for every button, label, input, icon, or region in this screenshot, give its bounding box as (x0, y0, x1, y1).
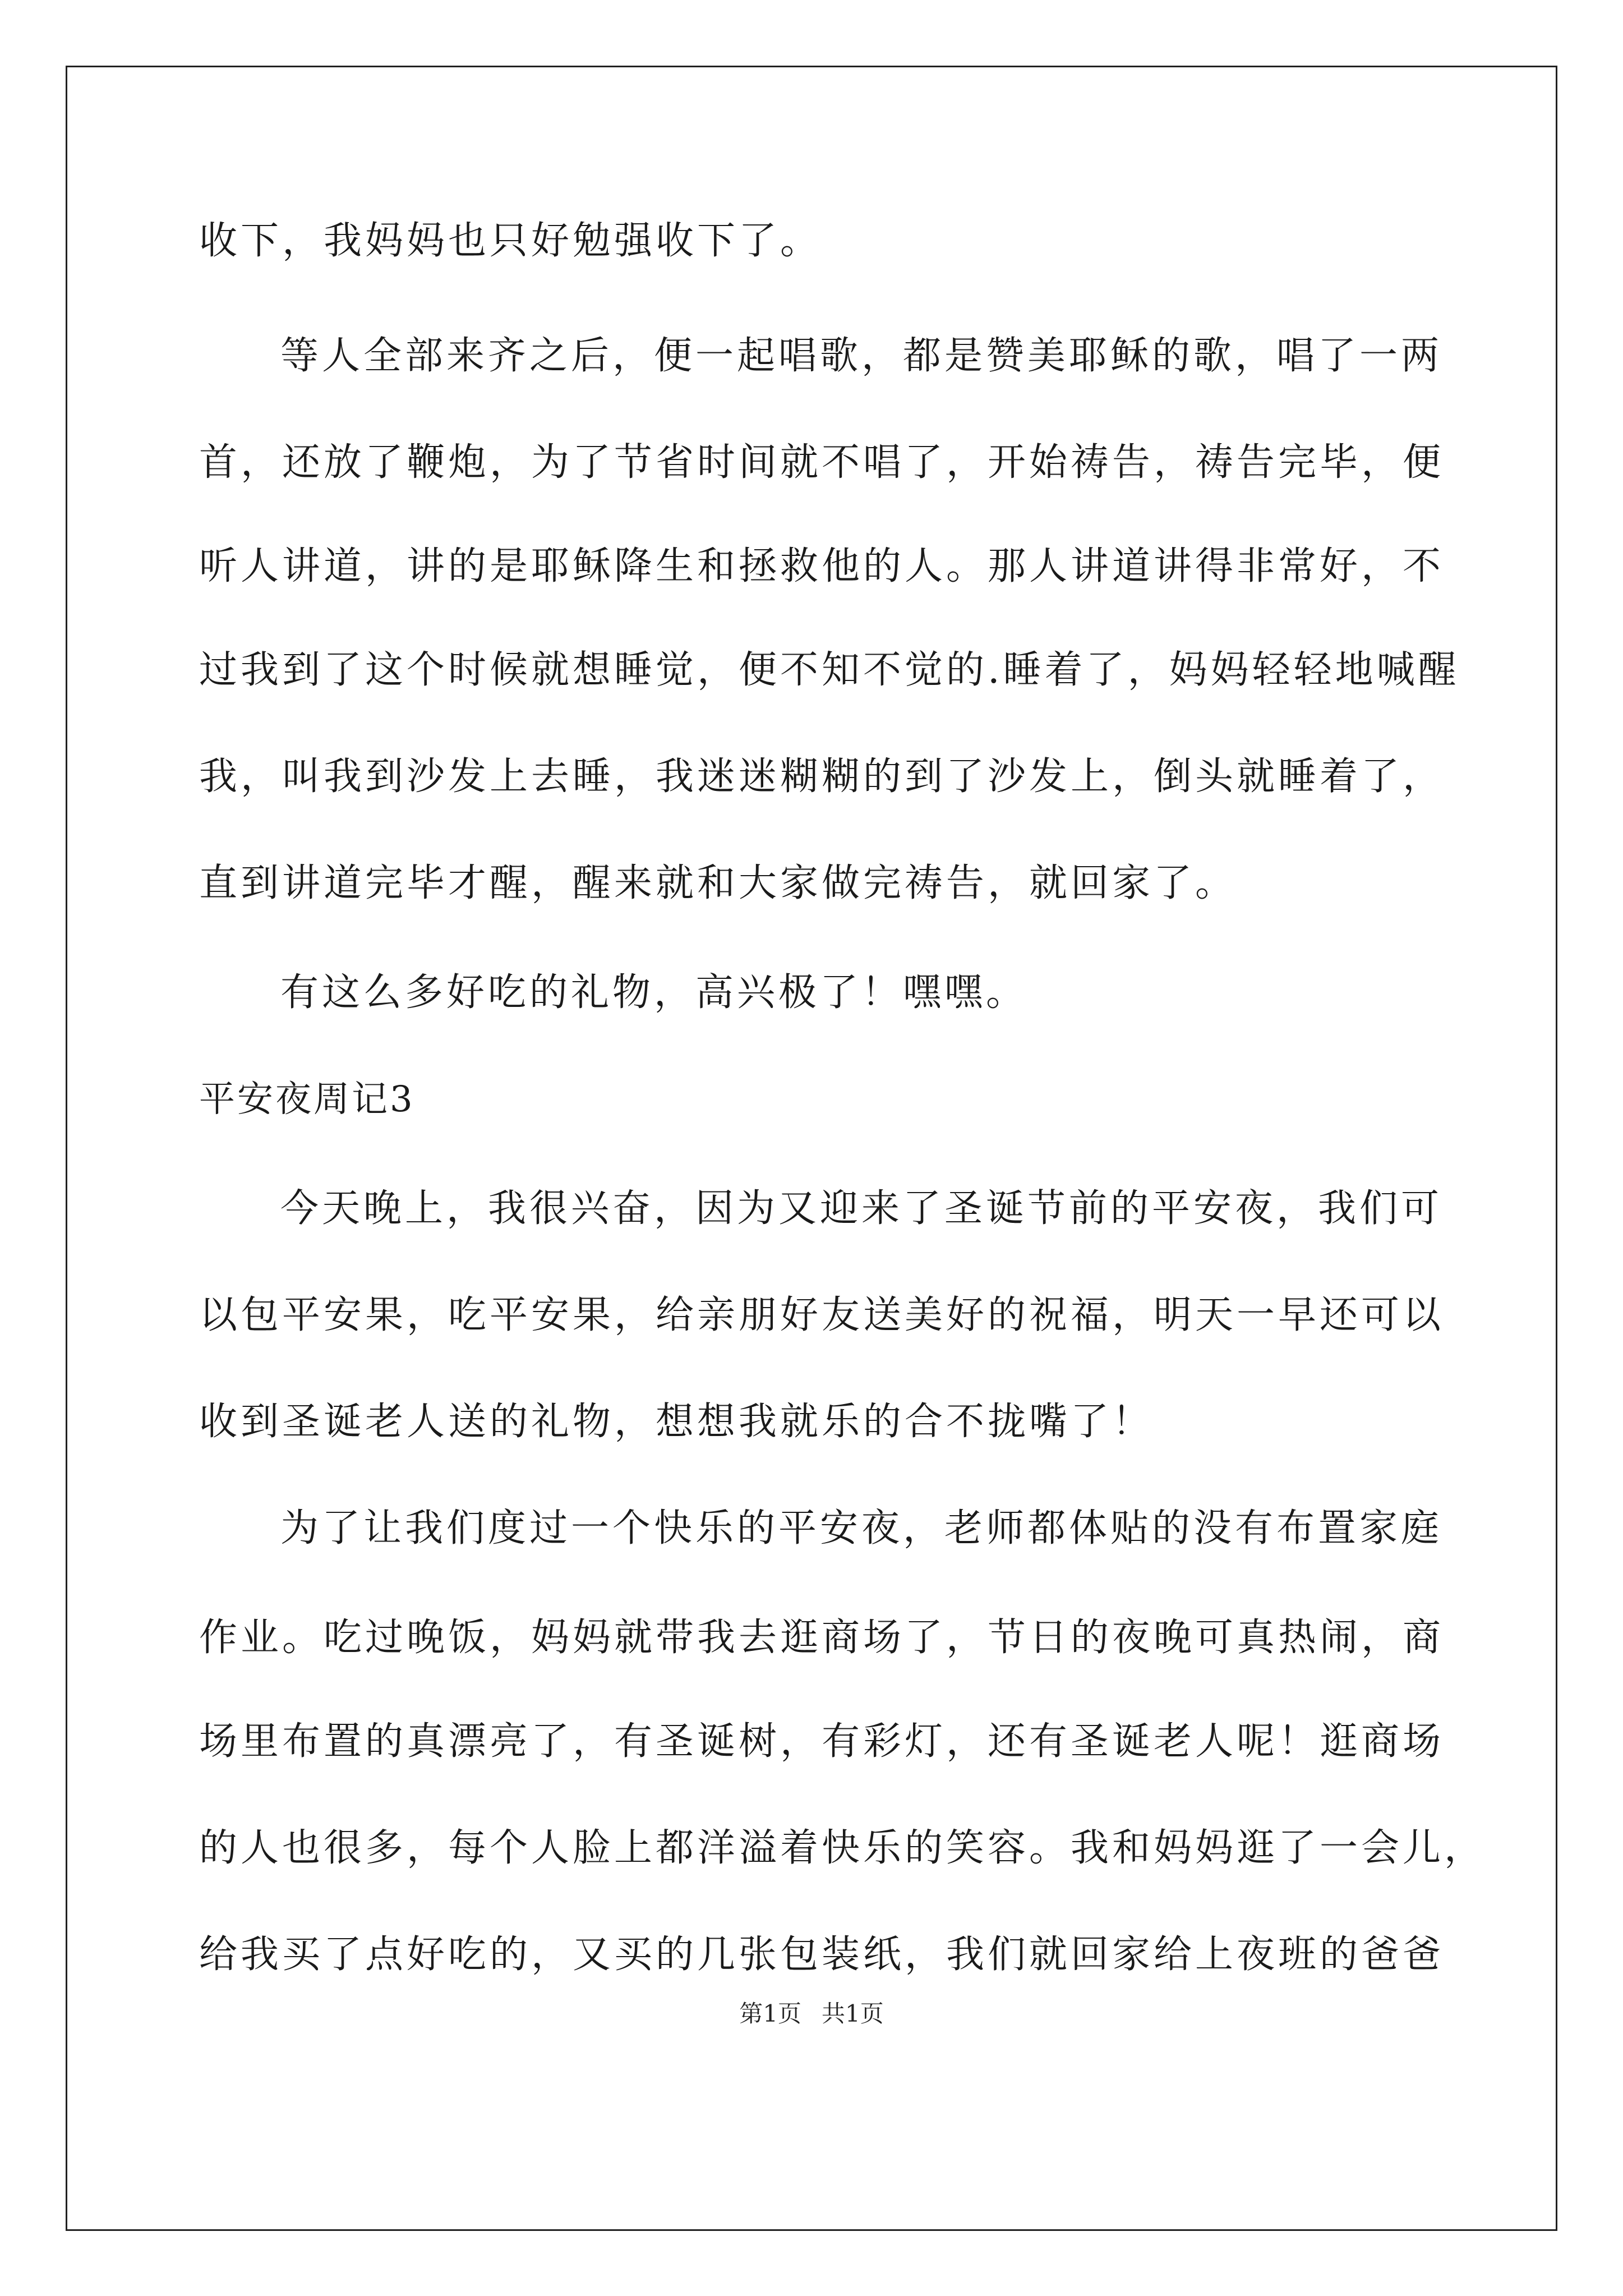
text-line: 我，叫我到沙发上去睡，我迷迷糊糊的到了沙发上，倒头就睡着了， (199, 754, 1445, 799)
section-heading: 平安夜周记3 (199, 1079, 415, 1120)
text-line: 收下，我妈妈也只好勉强收下了。 (199, 219, 822, 263)
text-line: 作业。吃过晚饭，妈妈就带我去逛商场了，节日的夜晚可真热闹，商 (199, 1616, 1445, 1660)
text-line: 听人讲道，讲的是耶稣降生和拯救他的人。那人讲道讲得非常好，不 (199, 544, 1445, 588)
text-line: 收到圣诞老人送的礼物，想想我就乐的合不拢嘴了！ (199, 1400, 1154, 1444)
text-line: 首，还放了鞭炮，为了节省时间就不唱了，开始祷告，祷告完毕，便 (199, 440, 1445, 485)
paragraph-start-line: 为了让我们度过一个快乐的平安夜，老师都体贴的没有布置家庭 (280, 1506, 1443, 1550)
page-border (66, 66, 1557, 2231)
page-number: 第1页 (739, 2000, 801, 2027)
text-line: 过我到了这个时候就想睡觉，便不知不觉的.睡着了，妈妈轻轻地喊醒 (199, 648, 1460, 692)
paragraph-start-line: 今天晚上，我很兴奋，因为又迎来了圣诞节前的平安夜，我们可 (280, 1186, 1443, 1231)
text-line: 直到讲道完毕才醒，醒来就和大家做完祷告，就回家了。 (199, 861, 1237, 905)
paragraph-start-line: 有这么多好吃的礼物，高兴极了！嘿嘿。 (280, 970, 1028, 1015)
text-line: 给我买了点好吃的，又买的几张包装纸，我们就回家给上夜班的爸爸 (199, 1932, 1445, 1977)
page-footer (0, 1997, 1623, 2031)
text-line: 的人也很多，每个人脸上都洋溢着快乐的笑容。我和妈妈逛了一会儿， (199, 1826, 1486, 1870)
text-line: 以包平安果，吃平安果，给亲朋好友送美好的祝福，明天一早还可以 (199, 1293, 1445, 1337)
text-line: 场里布置的真漂亮了，有圣诞树，有彩灯，还有圣诞老人呢！逛商场 (199, 1719, 1445, 1764)
page-total: 共1页 (822, 2000, 884, 2027)
paragraph-start-line: 等人全部来齐之后，便一起唱歌，都是赞美耶稣的歌，唱了一两 (280, 334, 1443, 378)
